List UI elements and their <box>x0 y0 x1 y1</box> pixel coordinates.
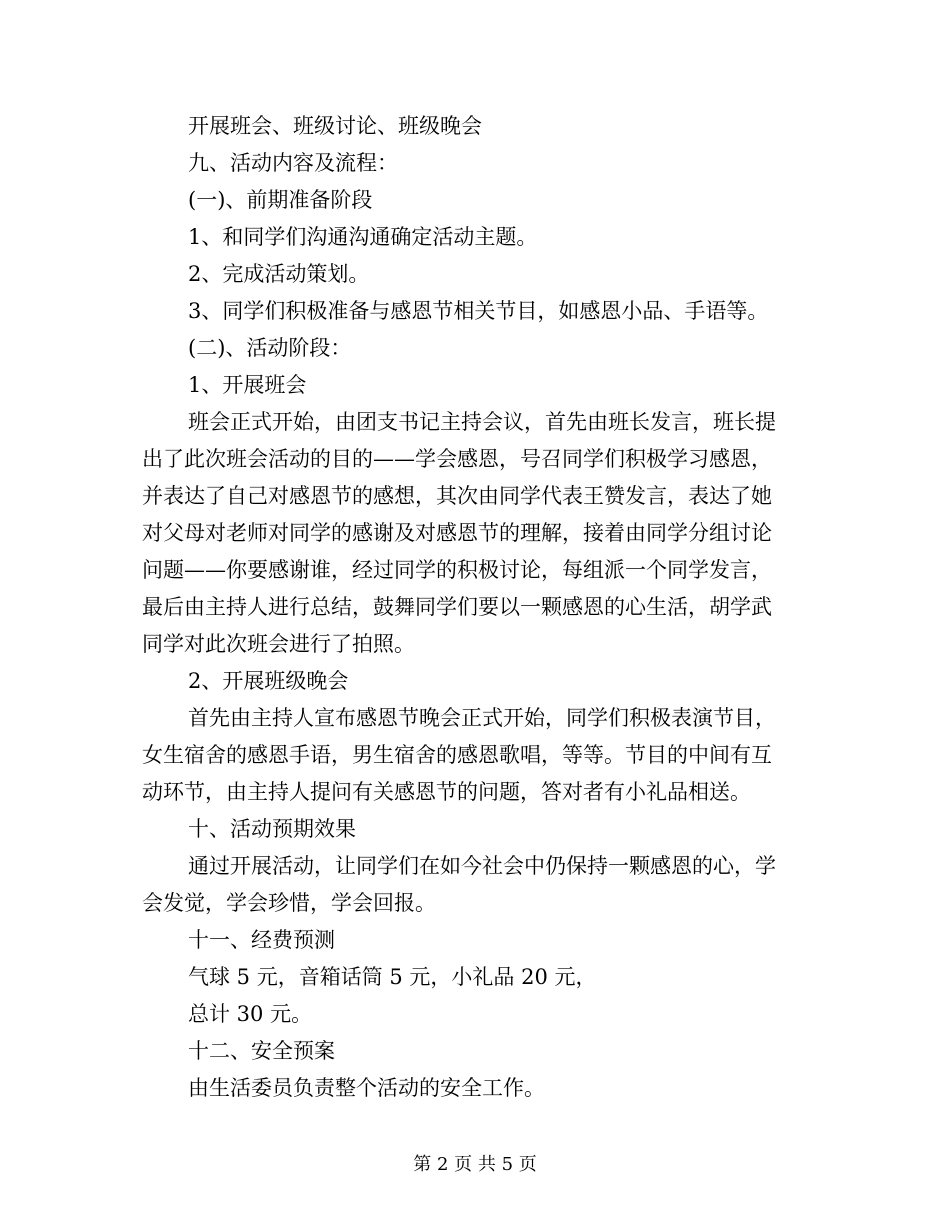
section-heading: 九、活动内容及流程： <box>188 151 398 175</box>
section-heading: 十二、安全预案 <box>188 1039 335 1063</box>
text-line: 开展班会、班级讨论、班级晚会 <box>188 114 482 138</box>
subsection-heading: (一)、前期准备阶段 <box>188 188 373 212</box>
paragraph-line: 出了此次班会活动的目的——学会感恩，号召同学们积极学习感恩， <box>142 447 772 471</box>
paragraph-line: 班会正式开始，由团支书记主持会议，首先由班长发言，班长提 <box>188 410 776 434</box>
paragraph-line: 最后由主持人进行总结，鼓舞同学们要以一颗感恩的心生活，胡学武 <box>142 595 772 619</box>
paragraph-line: 通过开展活动，让同学们在如今社会中仍保持一颗感恩的心，学 <box>188 854 776 878</box>
text-line: 由生活委员负责整个活动的安全工作。 <box>188 1076 545 1100</box>
paragraph-line: 问题——你要感谢谁，经过同学的积极讨论，每组派一个同学发言， <box>142 558 772 582</box>
section-heading: 十一、经费预测 <box>188 928 335 952</box>
paragraph-line: 女生宿舍的感恩手语，男生宿舍的感恩歌唱，等等。节目的中间有互 <box>142 743 772 767</box>
text-line: 气球 5 元，音箱话筒 5 元，小礼品 20 元， <box>188 965 597 989</box>
paragraph-line: 同学对此次班会进行了拍照。 <box>142 632 415 656</box>
page-number-footer: 第 2 页 共 5 页 <box>413 1154 537 1175</box>
paragraph-line: 动环节，由主持人提问有关感恩节的问题，答对者有小礼品相送。 <box>142 780 751 804</box>
document-body <box>142 108 798 1107</box>
paragraph-line: 首先由主持人宣布感恩节晚会正式开始，同学们积极表演节目， <box>188 706 776 730</box>
text-line: 1、和同学们沟通沟通确定活动主题。 <box>188 225 538 249</box>
paragraph-line: 并表达了自己对感恩节的感想，其次由同学代表王赞发言，表达了她 <box>142 484 772 508</box>
paragraph-line: 会发觉，学会珍惜，学会回报。 <box>142 891 436 915</box>
section-heading: 十、活动预期效果 <box>188 817 356 841</box>
text-line: 总计 30 元。 <box>188 1002 313 1026</box>
text-line: 3、同学们积极准备与感恩节相关节目，如感恩小品、手语等。 <box>188 299 769 323</box>
text-line: 2、完成活动策划。 <box>188 262 370 286</box>
subsection-heading: (二)、活动阶段： <box>188 336 352 360</box>
item-heading: 1、开展班会 <box>188 373 307 397</box>
item-heading: 2、开展班级晚会 <box>188 669 349 693</box>
paragraph-line: 对父母对老师对同学的感谢及对感恩节的理解，接着由同学分组讨论 <box>142 521 772 545</box>
